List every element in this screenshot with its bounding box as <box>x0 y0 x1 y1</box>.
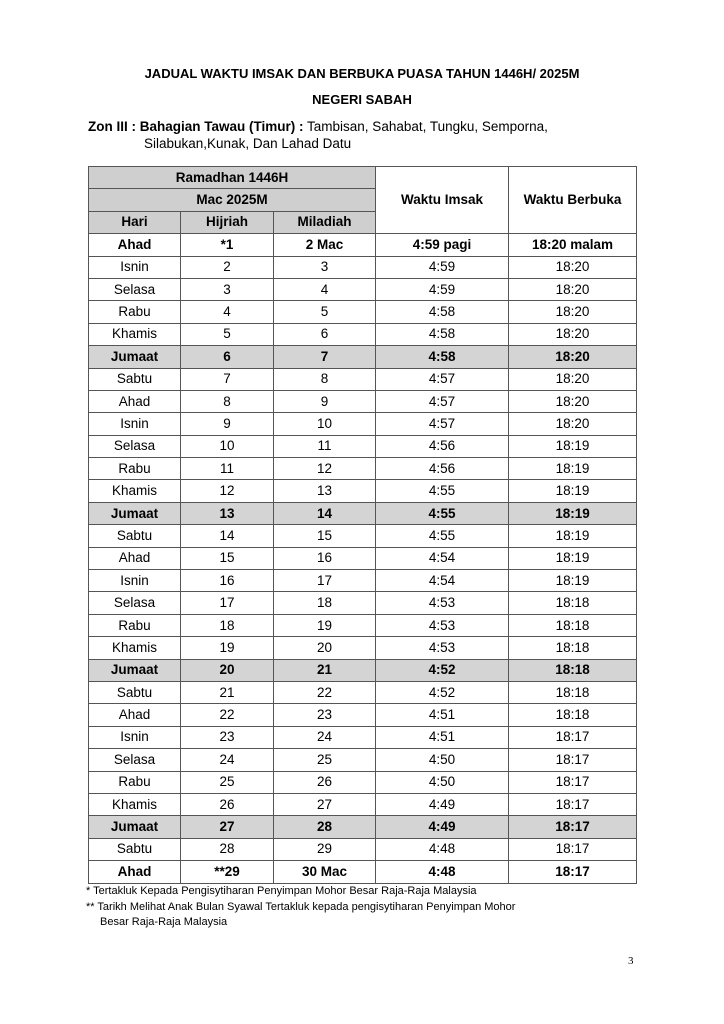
cell-miladiah: 13 <box>274 480 376 502</box>
cell-imsak: 4:58 <box>376 301 509 323</box>
cell-imsak: 4:59 <box>376 278 509 300</box>
cell-hari: Jumaat <box>89 502 181 524</box>
cell-hari: Isnin <box>89 726 181 748</box>
cell-berbuka: 18:20 <box>509 368 637 390</box>
table-row <box>89 659 637 681</box>
cell-hari: Isnin <box>89 570 181 592</box>
table-row <box>89 480 637 502</box>
cell-hari: Khamis <box>89 793 181 815</box>
zone-description <box>88 118 648 152</box>
cell-hijriah: 13 <box>181 502 274 524</box>
cell-imsak: 4:55 <box>376 502 509 524</box>
footnote-1: * Tertakluk Kepada Pengisytiharan Penyimpan Mohor Besar Raja-Raja Malaysia <box>86 885 477 897</box>
cell-berbuka: 18:20 <box>509 346 637 368</box>
cell-hari: Khamis <box>89 323 181 345</box>
cell-berbuka: 18:19 <box>509 458 637 480</box>
cell-imsak: 4:53 <box>376 592 509 614</box>
cell-hari: Selasa <box>89 435 181 457</box>
cell-hari: Sabtu <box>89 368 181 390</box>
table-row <box>89 637 637 659</box>
cell-hijriah: 25 <box>181 771 274 793</box>
cell-miladiah: 12 <box>274 458 376 480</box>
table-row <box>89 502 637 524</box>
table-row <box>89 278 637 300</box>
zone-places-line2: Silabukan,Kunak, Dan Lahad Datu <box>144 136 352 151</box>
cell-miladiah: 4 <box>274 278 376 300</box>
document-title: JADUAL WAKTU IMSAK DAN BERBUKA PUASA TAHUN 1446H/ 2025M <box>144 66 580 81</box>
header-ramadhan: Ramadhan 1446H <box>89 167 376 189</box>
cell-imsak: 4:51 <box>376 726 509 748</box>
cell-hari: Sabtu <box>89 525 181 547</box>
cell-hijriah: 4 <box>181 301 274 323</box>
cell-imsak: 4:51 <box>376 704 509 726</box>
cell-imsak: 4:54 <box>376 570 509 592</box>
header-hijriah: Hijriah <box>181 211 274 233</box>
table-row <box>89 861 637 883</box>
header-mac: Mac 2025M <box>89 189 376 211</box>
cell-hari: Rabu <box>89 458 181 480</box>
cell-imsak: 4:50 <box>376 771 509 793</box>
table-row <box>89 234 637 256</box>
cell-hari: Khamis <box>89 637 181 659</box>
table-row <box>89 390 637 412</box>
cell-imsak: 4:54 <box>376 547 509 569</box>
footnotes <box>86 884 646 931</box>
cell-miladiah: 19 <box>274 614 376 636</box>
cell-hari: Jumaat <box>89 346 181 368</box>
cell-miladiah: 21 <box>274 659 376 681</box>
cell-berbuka: 18:17 <box>509 793 637 815</box>
table-row <box>89 346 637 368</box>
cell-hijriah: 8 <box>181 390 274 412</box>
cell-berbuka: 18:20 <box>509 390 637 412</box>
cell-hari: Ahad <box>89 861 181 883</box>
cell-hari: Sabtu <box>89 681 181 703</box>
cell-berbuka: 18:20 <box>509 413 637 435</box>
cell-miladiah: 9 <box>274 390 376 412</box>
cell-hijriah: 16 <box>181 570 274 592</box>
cell-hari: Ahad <box>89 547 181 569</box>
cell-miladiah: 2 Mac <box>274 234 376 256</box>
cell-imsak: 4:52 <box>376 659 509 681</box>
cell-imsak: 4:53 <box>376 614 509 636</box>
cell-berbuka: 18:18 <box>509 592 637 614</box>
cell-imsak: 4:58 <box>376 346 509 368</box>
footnote-2-continued: Besar Raja-Raja Malaysia <box>100 916 228 928</box>
header-imsak: Waktu Imsak <box>376 167 509 234</box>
table-row <box>89 771 637 793</box>
cell-miladiah: 7 <box>274 346 376 368</box>
cell-hijriah: 24 <box>181 749 274 771</box>
cell-hijriah: 3 <box>181 278 274 300</box>
cell-imsak: 4:55 <box>376 480 509 502</box>
cell-hari: Isnin <box>89 413 181 435</box>
header-miladiah: Miladiah <box>274 211 376 233</box>
cell-hari: Rabu <box>89 301 181 323</box>
cell-imsak: 4:53 <box>376 637 509 659</box>
cell-berbuka: 18:20 <box>509 323 637 345</box>
cell-miladiah: 14 <box>274 502 376 524</box>
cell-miladiah: 27 <box>274 793 376 815</box>
cell-hijriah: 27 <box>181 816 274 838</box>
cell-hari: Isnin <box>89 256 181 278</box>
cell-miladiah: 23 <box>274 704 376 726</box>
table-row <box>89 301 637 323</box>
cell-miladiah: 8 <box>274 368 376 390</box>
table-row <box>89 413 637 435</box>
table-row <box>89 704 637 726</box>
cell-miladiah: 24 <box>274 726 376 748</box>
cell-hijriah: *1 <box>181 234 274 256</box>
zone-places-line1: Tambisan, Sahabat, Tungku, Semporna, <box>307 119 548 134</box>
cell-hijriah: 17 <box>181 592 274 614</box>
table-row <box>89 614 637 636</box>
cell-imsak: 4:59 pagi <box>376 234 509 256</box>
cell-hijriah: 23 <box>181 726 274 748</box>
cell-hijriah: 5 <box>181 323 274 345</box>
cell-hari: Rabu <box>89 771 181 793</box>
page-number: 3 <box>628 955 634 967</box>
cell-hijriah: **29 <box>181 861 274 883</box>
cell-hijriah: 6 <box>181 346 274 368</box>
cell-berbuka: 18:17 <box>509 726 637 748</box>
cell-hari: Selasa <box>89 278 181 300</box>
cell-hijriah: 2 <box>181 256 274 278</box>
table-row <box>89 368 637 390</box>
cell-hijriah: 9 <box>181 413 274 435</box>
cell-imsak: 4:49 <box>376 816 509 838</box>
cell-berbuka: 18:19 <box>509 502 637 524</box>
table-row <box>89 435 637 457</box>
cell-berbuka: 18:18 <box>509 637 637 659</box>
schedule-table <box>88 166 637 884</box>
cell-imsak: 4:57 <box>376 368 509 390</box>
cell-imsak: 4:56 <box>376 435 509 457</box>
table-row <box>89 547 637 569</box>
cell-berbuka: 18:19 <box>509 525 637 547</box>
cell-imsak: 4:57 <box>376 390 509 412</box>
cell-imsak: 4:52 <box>376 681 509 703</box>
cell-hari: Jumaat <box>89 659 181 681</box>
cell-hari: Selasa <box>89 749 181 771</box>
cell-miladiah: 26 <box>274 771 376 793</box>
cell-hari: Sabtu <box>89 838 181 860</box>
table-row <box>89 726 637 748</box>
table-row <box>89 323 637 345</box>
table-row <box>89 793 637 815</box>
cell-berbuka: 18:17 <box>509 749 637 771</box>
cell-hijriah: 15 <box>181 547 274 569</box>
cell-berbuka: 18:19 <box>509 547 637 569</box>
cell-imsak: 4:57 <box>376 413 509 435</box>
cell-miladiah: 25 <box>274 749 376 771</box>
cell-berbuka: 18:19 <box>509 480 637 502</box>
cell-berbuka: 18:20 <box>509 301 637 323</box>
cell-hijriah: 10 <box>181 435 274 457</box>
table-row <box>89 838 637 860</box>
cell-imsak: 4:59 <box>376 256 509 278</box>
cell-miladiah: 28 <box>274 816 376 838</box>
cell-hijriah: 21 <box>181 681 274 703</box>
cell-berbuka: 18:20 <box>509 278 637 300</box>
cell-berbuka: 18:19 <box>509 570 637 592</box>
table-row <box>89 816 637 838</box>
cell-miladiah: 29 <box>274 838 376 860</box>
cell-hari: Ahad <box>89 704 181 726</box>
cell-berbuka: 18:17 <box>509 771 637 793</box>
table-row <box>89 256 637 278</box>
cell-imsak: 4:55 <box>376 525 509 547</box>
cell-miladiah: 18 <box>274 592 376 614</box>
table-row <box>89 749 637 771</box>
cell-miladiah: 6 <box>274 323 376 345</box>
table-row <box>89 525 637 547</box>
cell-berbuka: 18:18 <box>509 681 637 703</box>
zone-label: Zon III : Bahagian Tawau (Timur) : <box>88 119 304 134</box>
cell-berbuka: 18:18 <box>509 659 637 681</box>
cell-hari: Jumaat <box>89 816 181 838</box>
table-row <box>89 458 637 480</box>
cell-berbuka: 18:19 <box>509 435 637 457</box>
cell-miladiah: 10 <box>274 413 376 435</box>
footnote-2: ** Tarikh Melihat Anak Bulan Syawal Tertakluk kepada pengisytiharan Penyimpan Mohor <box>86 900 516 913</box>
table-row <box>89 592 637 614</box>
header-hari: Hari <box>89 211 181 233</box>
cell-berbuka: 18:18 <box>509 704 637 726</box>
cell-imsak: 4:48 <box>376 838 509 860</box>
cell-hijriah: 12 <box>181 480 274 502</box>
cell-imsak: 4:50 <box>376 749 509 771</box>
cell-hijriah: 11 <box>181 458 274 480</box>
cell-miladiah: 15 <box>274 525 376 547</box>
document-subtitle: NEGERI SABAH <box>312 92 412 107</box>
cell-imsak: 4:56 <box>376 458 509 480</box>
cell-berbuka: 18:17 <box>509 816 637 838</box>
cell-miladiah: 22 <box>274 681 376 703</box>
cell-miladiah: 16 <box>274 547 376 569</box>
cell-berbuka: 18:18 <box>509 614 637 636</box>
cell-hijriah: 14 <box>181 525 274 547</box>
cell-hijriah: 22 <box>181 704 274 726</box>
cell-miladiah: 3 <box>274 256 376 278</box>
cell-hijriah: 26 <box>181 793 274 815</box>
cell-miladiah: 20 <box>274 637 376 659</box>
header-berbuka: Waktu Berbuka <box>509 167 637 234</box>
cell-hari: Khamis <box>89 480 181 502</box>
cell-hijriah: 19 <box>181 637 274 659</box>
cell-hari: Selasa <box>89 592 181 614</box>
table-row <box>89 681 637 703</box>
cell-hijriah: 20 <box>181 659 274 681</box>
cell-miladiah: 17 <box>274 570 376 592</box>
cell-hari: Rabu <box>89 614 181 636</box>
cell-miladiah: 11 <box>274 435 376 457</box>
cell-miladiah: 30 Mac <box>274 861 376 883</box>
cell-berbuka: 18:20 <box>509 256 637 278</box>
cell-imsak: 4:49 <box>376 793 509 815</box>
cell-hijriah: 7 <box>181 368 274 390</box>
table-row <box>89 570 637 592</box>
cell-hari: Ahad <box>89 234 181 256</box>
cell-hari: Ahad <box>89 390 181 412</box>
cell-hijriah: 18 <box>181 614 274 636</box>
cell-berbuka: 18:20 malam <box>509 234 637 256</box>
cell-berbuka: 18:17 <box>509 861 637 883</box>
cell-berbuka: 18:17 <box>509 838 637 860</box>
cell-hijriah: 28 <box>181 838 274 860</box>
cell-imsak: 4:58 <box>376 323 509 345</box>
cell-miladiah: 5 <box>274 301 376 323</box>
cell-imsak: 4:48 <box>376 861 509 883</box>
